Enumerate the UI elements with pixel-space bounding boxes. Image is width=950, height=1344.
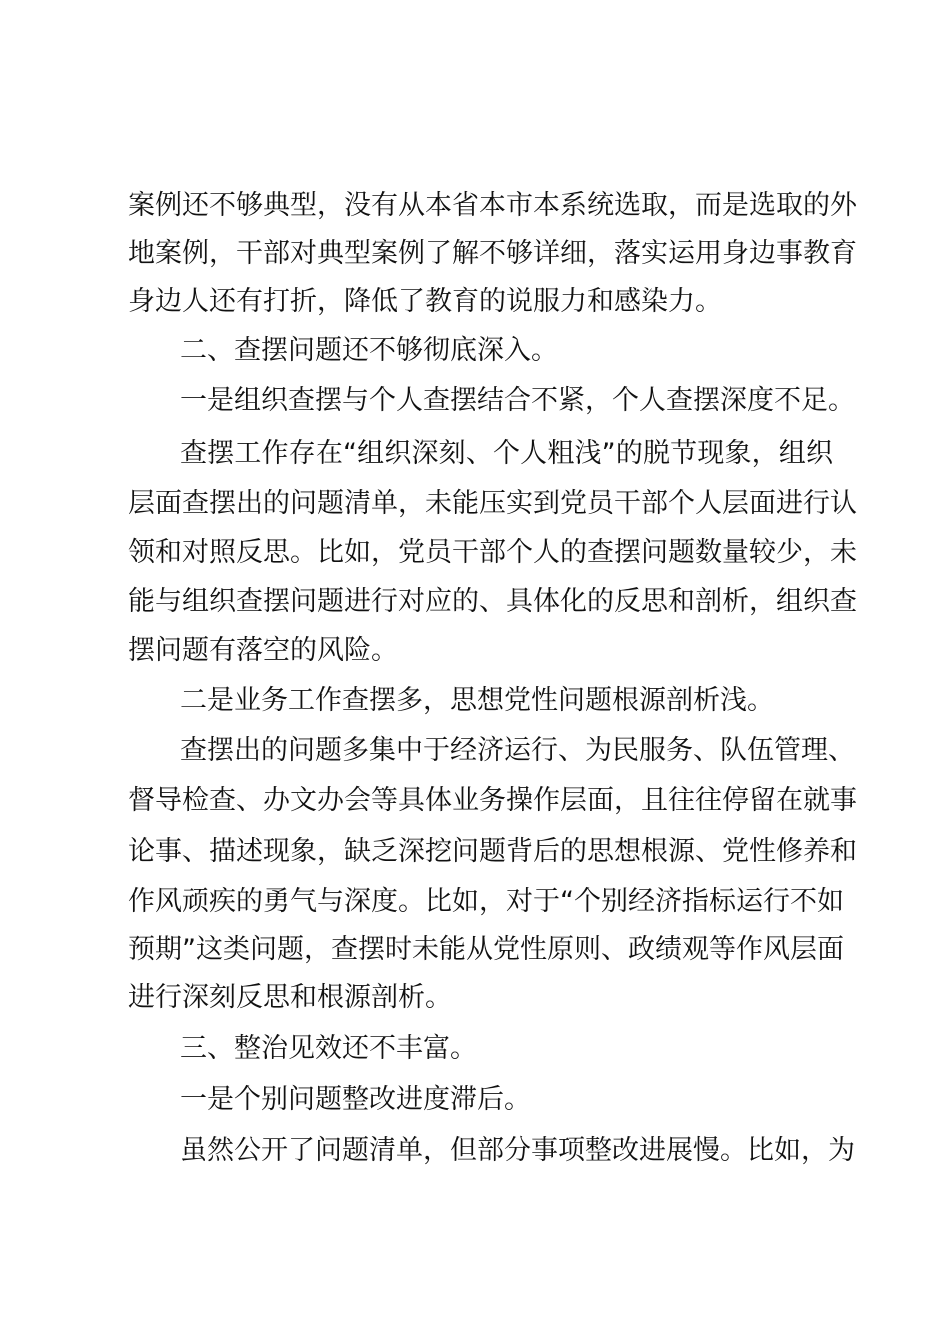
paragraph-line: 身边人还有打折，降低了教育的说服力和感染力。 [128, 286, 722, 317]
section-heading: 三、整治见效还不丰富。 [180, 1033, 477, 1064]
paragraph-line: 论事、描述现象，缺乏深挖问题背后的思想根源、党性修养和 [128, 836, 857, 867]
paragraph-line: 虽然公开了问题清单，但部分事项整改进展慢。比如，为 [180, 1135, 855, 1166]
paragraph-line: 地案例，干部对典型案例了解不够详细，落实运用身边事教育 [128, 238, 857, 269]
paragraph-line: 查摆工作存在“组织深刻、个人粗浅”的脱节现象，组织 [180, 438, 833, 469]
paragraph-line: 督导检查、办文办会等具体业务操作层面，且往往停留在就事 [128, 785, 857, 816]
section-heading: 二、查摆问题还不够彻底深入。 [180, 335, 558, 366]
paragraph-line: 层面查摆出的问题清单，未能压实到党员干部个人层面进行认 [128, 488, 857, 519]
paragraph-line: 作风顽疾的勇气与深度。比如，对于“个别经济指标运行不如 [128, 886, 844, 917]
subsection-heading: 二是业务工作查摆多，思想党性问题根源剖析浅。 [180, 685, 774, 716]
paragraph-line: 领和对照反思。比如，党员干部个人的查摆问题数量较少，未 [128, 537, 857, 568]
paragraph-line: 摆问题有落空的风险。 [128, 635, 398, 666]
paragraph-line: 查摆出的问题多集中于经济运行、为民服务、队伍管理、 [180, 735, 855, 766]
paragraph-line: 能与组织查摆问题进行对应的、具体化的反思和剖析，组织查 [128, 586, 857, 617]
paragraph-line: 案例还不够典型，没有从本省本市本系统选取，而是选取的外 [128, 190, 857, 221]
paragraph-line: 进行深刻反思和根源剖析。 [128, 982, 452, 1013]
subsection-heading: 一是个别问题整改进度滞后。 [180, 1084, 531, 1115]
paragraph-line: 预期”这类问题，查摆时未能从党性原则、政绩观等作风层面 [128, 934, 844, 965]
subsection-heading: 一是组织查摆与个人查摆结合不紧，个人查摆深度不足。 [180, 385, 855, 416]
